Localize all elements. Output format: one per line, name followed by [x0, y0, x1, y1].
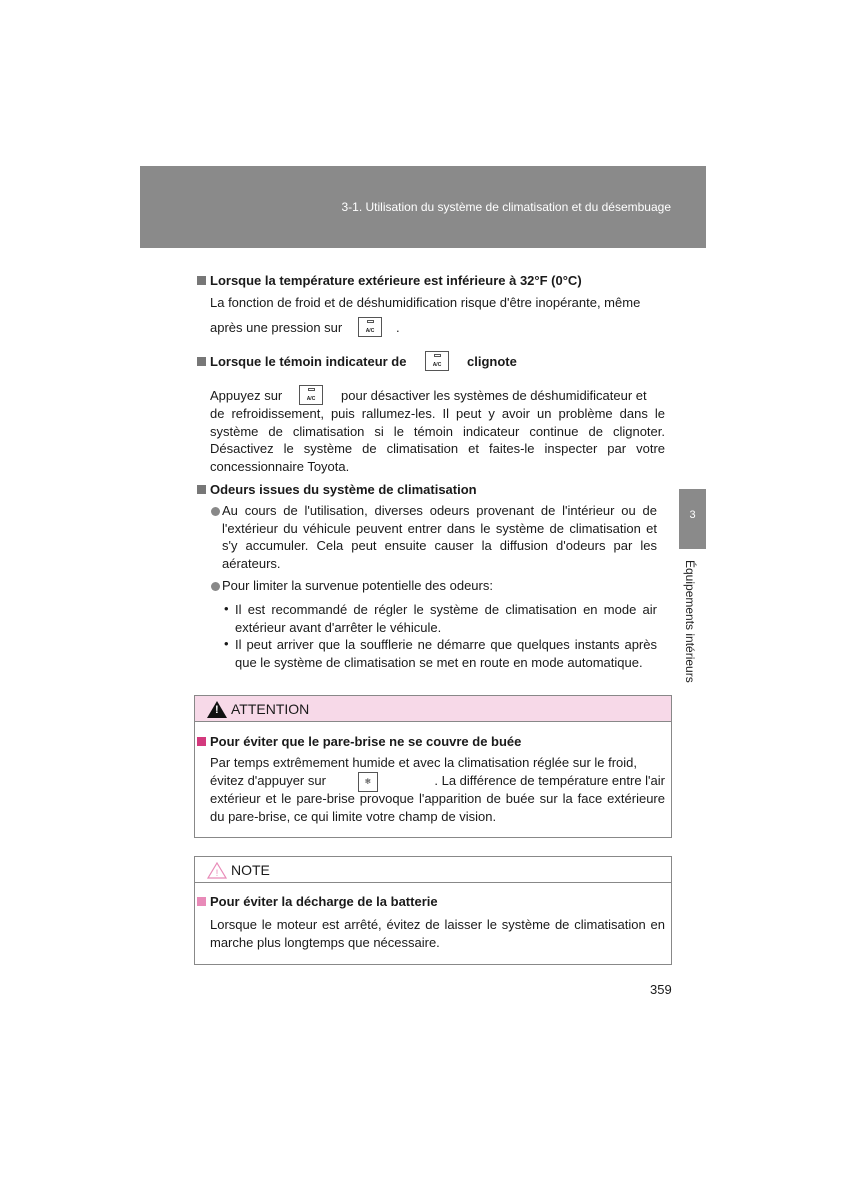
section-heading-odors: Odeurs issues du système de climatisation — [197, 482, 477, 497]
odors-bullet-1: Au cours de l'utilisation, diverses odeurs provenant de l'intérieur ou de l'extérieur du véhicule peuvent entrer dans le système de climatisation et s'y accumuler. Cela peut ensuite causer la diffusion d'odeurs par les aérateurs. — [222, 503, 657, 571]
square-bullet-icon — [197, 357, 206, 366]
note-title: NOTE — [231, 862, 270, 878]
chapter-tab-label: Équipements intérieurs — [683, 560, 697, 683]
square-bullet-icon — [197, 276, 206, 285]
warning-icon — [207, 701, 227, 718]
section-2-line-1-end: pour désactiver les systèmes de déshumidificateur et — [341, 388, 647, 403]
square-bullet-icon — [197, 897, 206, 906]
page-number: 359 — [650, 982, 672, 997]
section-heading-indicator: Lorsque le témoin indicateur de — [197, 354, 406, 369]
chapter-title: 3-1. Utilisation du système de climatisation et du désembuage — [341, 200, 671, 214]
attention-line-2-end: . La différence de température entre l'air — [434, 773, 665, 788]
defogger-button-icon: ❄ — [358, 772, 378, 792]
circle-bullet-icon — [211, 507, 220, 516]
small-bullet-icon: • — [224, 636, 229, 651]
small-bullet-icon: • — [224, 601, 229, 616]
section-heading-indicator-end: clignote — [467, 354, 517, 369]
odors-sub-2: Il peut arriver que la soufflerie ne démarre que quelques instants après que le système de climatisation se met en route en mode automatique. — [235, 637, 657, 670]
attention-heading: Pour éviter que le pare-brise ne se couvre de buée — [197, 734, 521, 749]
section-2-line-1-start: Appuyez sur — [210, 388, 283, 403]
ac-button-icon: A/C — [358, 317, 382, 337]
section-heading-low-temp: Lorsque la température extérieure est inférieure à 32°F (0°C) — [197, 273, 582, 288]
note-heading: Pour éviter la décharge de la batterie — [197, 894, 438, 909]
square-bullet-icon — [197, 737, 206, 746]
chapter-header — [140, 166, 706, 248]
note-header — [195, 857, 671, 883]
ac-button-icon: A/C — [425, 351, 449, 371]
circle-bullet-icon — [211, 582, 220, 591]
chapter-tab — [679, 489, 706, 549]
attention-line-2-start: évitez d'appuyer sur — [210, 773, 326, 788]
attention-line-1: Par temps extrêmement humide et avec la climatisation réglée sur le froid, — [210, 755, 638, 770]
chapter-number: 3 — [689, 509, 696, 521]
odors-sub-1: Il est recommandé de régler le système de climatisation en mode air extérieur avant d'arrêter le véhicule. — [235, 602, 657, 635]
attention-body: extérieur et le pare-brise provoque l'apparition de buée sur la face extérieure du pare-brise, ce qui limite votre champ de vision. — [210, 791, 665, 824]
attention-header — [195, 696, 671, 722]
section-1-line-2-end: . — [396, 320, 400, 335]
odors-bullet-2: Pour limiter la survenue potentielle des odeurs: — [222, 578, 493, 593]
ac-button-icon: A/C — [299, 385, 323, 405]
square-bullet-icon — [197, 485, 206, 494]
note-icon — [207, 862, 227, 879]
note-body: Lorsque le moteur est arrêté, évitez de laisser le système de climatisation en marche plus longtemps que nécessaire. — [210, 917, 665, 950]
section-1-line-2: après une pression sur — [210, 320, 343, 335]
section-1-line-1: La fonction de froid et de déshumidification risque d'être inopérante, même — [210, 295, 641, 310]
attention-title: ATTENTION — [231, 701, 310, 717]
section-2-body: de refroidissement, puis rallumez-les. Il peut y avoir un problème dans le système de climatisation si le témoin indicateur continue de clignoter. Désactivez le système de climatisation et faites-le inspecter par votre concessionnaire Toyota. — [210, 406, 665, 474]
svg-text:!: ! — [215, 868, 219, 878]
